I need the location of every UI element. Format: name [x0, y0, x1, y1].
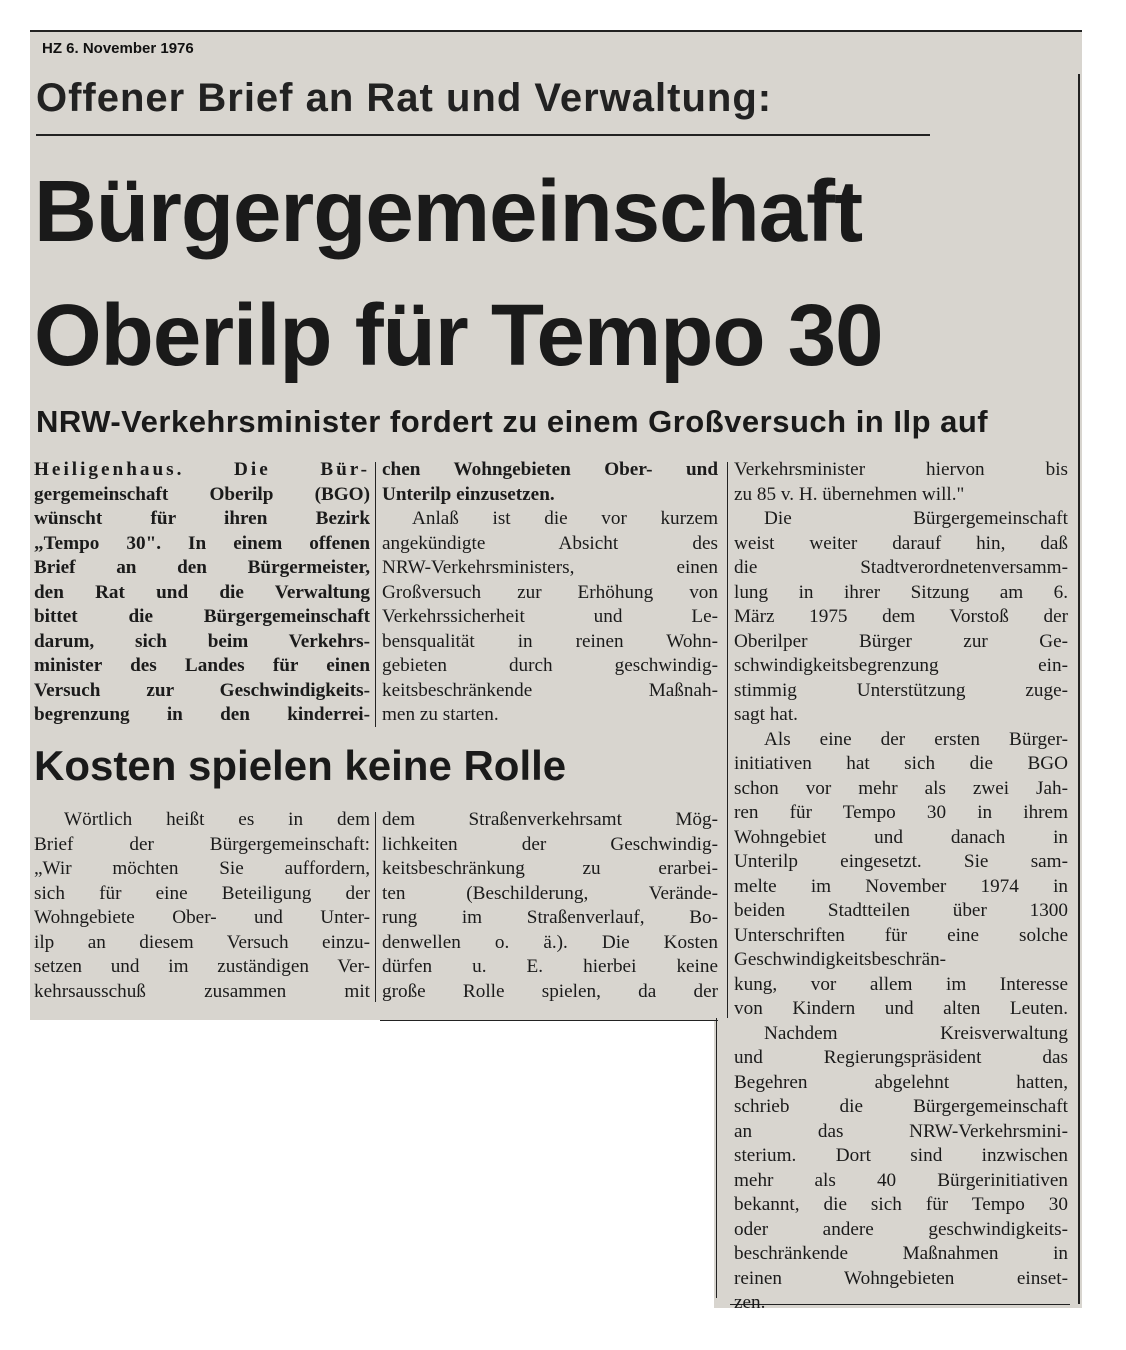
article-column-4: [382, 808, 718, 1004]
subheadline: NRW-Verkehrsminister fordert zu einem Großversuch in Ilp auf: [36, 404, 989, 439]
article-text-line: ren für Tempo 30 in ihrem: [734, 802, 1068, 823]
article-text-line: dem Straßenverkehrsamt Mög-: [382, 809, 718, 830]
article-text-line: beschränkende Maßnahmen in: [734, 1243, 1068, 1264]
article-text-line: setzen und im zuständigen Ver-: [34, 956, 370, 977]
article-text-line: keitsbeschränkende Maßnah-: [382, 679, 718, 701]
article-text-line: Großversuch zur Erhöhung von: [382, 581, 718, 603]
article-text-line: ten (Beschilderung, Verände-: [382, 882, 718, 904]
article-text-line: Geschwindigkeitsbeschrän-: [734, 949, 947, 970]
article-column-2: [382, 458, 718, 728]
article-text-line: Nachdem Kreisverwaltung: [764, 1022, 1068, 1044]
article-text-line: lung in ihrer Sitzung am 6.: [734, 581, 1068, 603]
article-text-line: Unterschriften für eine solche: [734, 924, 1068, 946]
article-text-line: Verkehrssicherheit und Le-: [382, 606, 718, 627]
article-text-line: von Kindern und alten Leuten.: [734, 998, 1068, 1019]
article-text-line: an das NRW-Verkehrsmini-: [734, 1120, 1068, 1142]
article-text-line: denwellen o. ä.). Die Kosten: [382, 931, 718, 953]
source-line: HZ 6. November 1976: [42, 40, 194, 57]
article-text-line: stimmig Unterstützung zuge-: [734, 679, 1068, 701]
article-column-1: [34, 458, 370, 728]
article-text-line: sich für eine Beteiligung der: [34, 882, 370, 904]
article-text-line: kung, vor allem im Interesse: [734, 973, 1068, 995]
article-text-line: sterium. Dort sind inzwischen: [734, 1145, 1068, 1166]
article-text-line: keitsbeschränkung zu erarbei-: [382, 858, 718, 879]
article-text-line: bittet die Bürgergemeinschaft: [34, 606, 370, 627]
article-text-line: März 1975 dem Vorstoß der: [734, 606, 1068, 627]
article-text-line: chen Wohngebieten Ober- und: [382, 459, 718, 480]
article-text-line: schon vor mehr als zwei Jah-: [734, 777, 1068, 799]
article-text-line: schwindigkeitsbegrenzung ein-: [734, 655, 1068, 676]
article-text-line: wünscht für ihren Bezirk: [34, 508, 370, 529]
article-text-line: Verkehrsminister hiervon bis: [734, 459, 1068, 480]
article-text-line: die Stadtverordnetenversamm-: [734, 557, 1068, 578]
article-text-line: Brief der Bürgergemeinschaft:: [34, 833, 370, 855]
article-text-line: sagt hat.: [734, 704, 798, 725]
article-text-line: angekündigte Absicht des: [382, 532, 718, 554]
right-border: [1078, 74, 1080, 1304]
article-text-line: große Rolle spielen, da der: [382, 980, 718, 1002]
article-text-line: minister des Landes für einen: [34, 655, 370, 676]
article-text-line: rung im Straßenverlauf, Bo-: [382, 907, 718, 928]
article-column-3: [34, 808, 370, 1004]
article-text-line: lichkeiten der Geschwindig-: [382, 833, 718, 855]
article-text-line: „Wir möchten Sie auffordern,: [34, 858, 370, 879]
headline-line-2: Oberilp für Tempo 30: [34, 287, 883, 384]
article-text-line: oder andere geschwindigkeits-: [734, 1218, 1068, 1240]
article-text-line: initiativen hat sich die BGO: [734, 753, 1068, 774]
column-rule-4: [716, 1018, 717, 1298]
bottom-rule-left: [380, 1020, 718, 1021]
article-text-line: Unterilp einzusetzen.: [382, 483, 555, 505]
headline-line-1: Bürgergemeinschaft: [34, 163, 863, 260]
article-text-line: Versuch zur Geschwindigkeits-: [34, 679, 370, 701]
article-text-line: den Rat und die Verwaltung: [34, 581, 370, 603]
article-text-line: NRW-Verkehrsministers, einen: [382, 557, 718, 578]
article-text-line: gebieten durch geschwindig-: [382, 655, 718, 676]
article-text-line: dürfen u. E. hierbei keine: [382, 956, 718, 977]
article-text-line: Wohngebiete Ober- und Unter-: [34, 907, 370, 928]
article-text-line: Brief an den Bürgermeister,: [34, 557, 370, 578]
article-text-line: Unterilp eingesetzt. Sie sam-: [734, 851, 1068, 872]
column-rule-2: [727, 462, 728, 1018]
article-text-line: Die Bürgergemeinschaft: [764, 508, 1068, 529]
kicker-rule: [36, 134, 930, 136]
article-text-line: weist weiter darauf hin, daß: [734, 532, 1068, 554]
column-rule-1: [375, 462, 376, 727]
article-text-line: kehrsausschuß zusammen mit: [34, 980, 370, 1002]
article-text-line: bekannt, die sich für Tempo 30: [734, 1194, 1068, 1215]
article-text-line: gergemeinschaft Oberilp (BGO): [34, 483, 370, 505]
article-text-line: beiden Stadtteilen über 1300: [734, 900, 1068, 921]
article-text-line: und Regierungspräsident das: [734, 1047, 1068, 1068]
article-text-line: men zu starten.: [382, 704, 499, 725]
article-text-line: melte im November 1974 in: [734, 875, 1068, 897]
top-rule: [30, 30, 1082, 32]
article-column-right: [734, 458, 1068, 1316]
article-text-line: Begehren abgelehnt hatten,: [734, 1071, 1068, 1093]
article-text-line: Heiligenhaus. Die Bür-: [34, 459, 370, 480]
column-rule-3: [375, 812, 376, 1002]
kicker: Offener Brief an Rat und Verwaltung:: [36, 76, 773, 120]
article-text-line: Wohngebiet und danach in: [734, 826, 1068, 848]
article-text-line: Anlaß ist die vor kurzem: [412, 508, 718, 529]
article-text-line: begrenzung in den kinderrei-: [34, 704, 370, 725]
article-text-line: „Tempo 30". In einem offenen: [34, 532, 370, 554]
article-text-line: zu 85 v. H. übernehmen will.": [734, 483, 965, 505]
article-text-line: Als eine der ersten Bürger-: [764, 728, 1068, 750]
crosshead: Kosten spielen keine Rolle: [34, 742, 567, 789]
article-text-line: ilp an diesem Versuch einzu-: [34, 931, 370, 953]
article-text-line: Wörtlich heißt es in dem: [64, 809, 370, 830]
article-text-line: zen.: [734, 1292, 766, 1313]
article-text-line: reinen Wohngebieten einset-: [734, 1267, 1068, 1289]
article-text-line: Oberilper Bürger zur Ge-: [734, 630, 1068, 652]
article-text-line: darum, sich beim Verkehrs-: [34, 630, 370, 652]
article-text-line: bensqualität in reinen Wohn-: [382, 630, 718, 652]
article-text-line: mehr als 40 Bürgerinitiativen: [734, 1169, 1068, 1191]
article-text-line: schrieb die Bürgergemeinschaft: [734, 1096, 1068, 1117]
